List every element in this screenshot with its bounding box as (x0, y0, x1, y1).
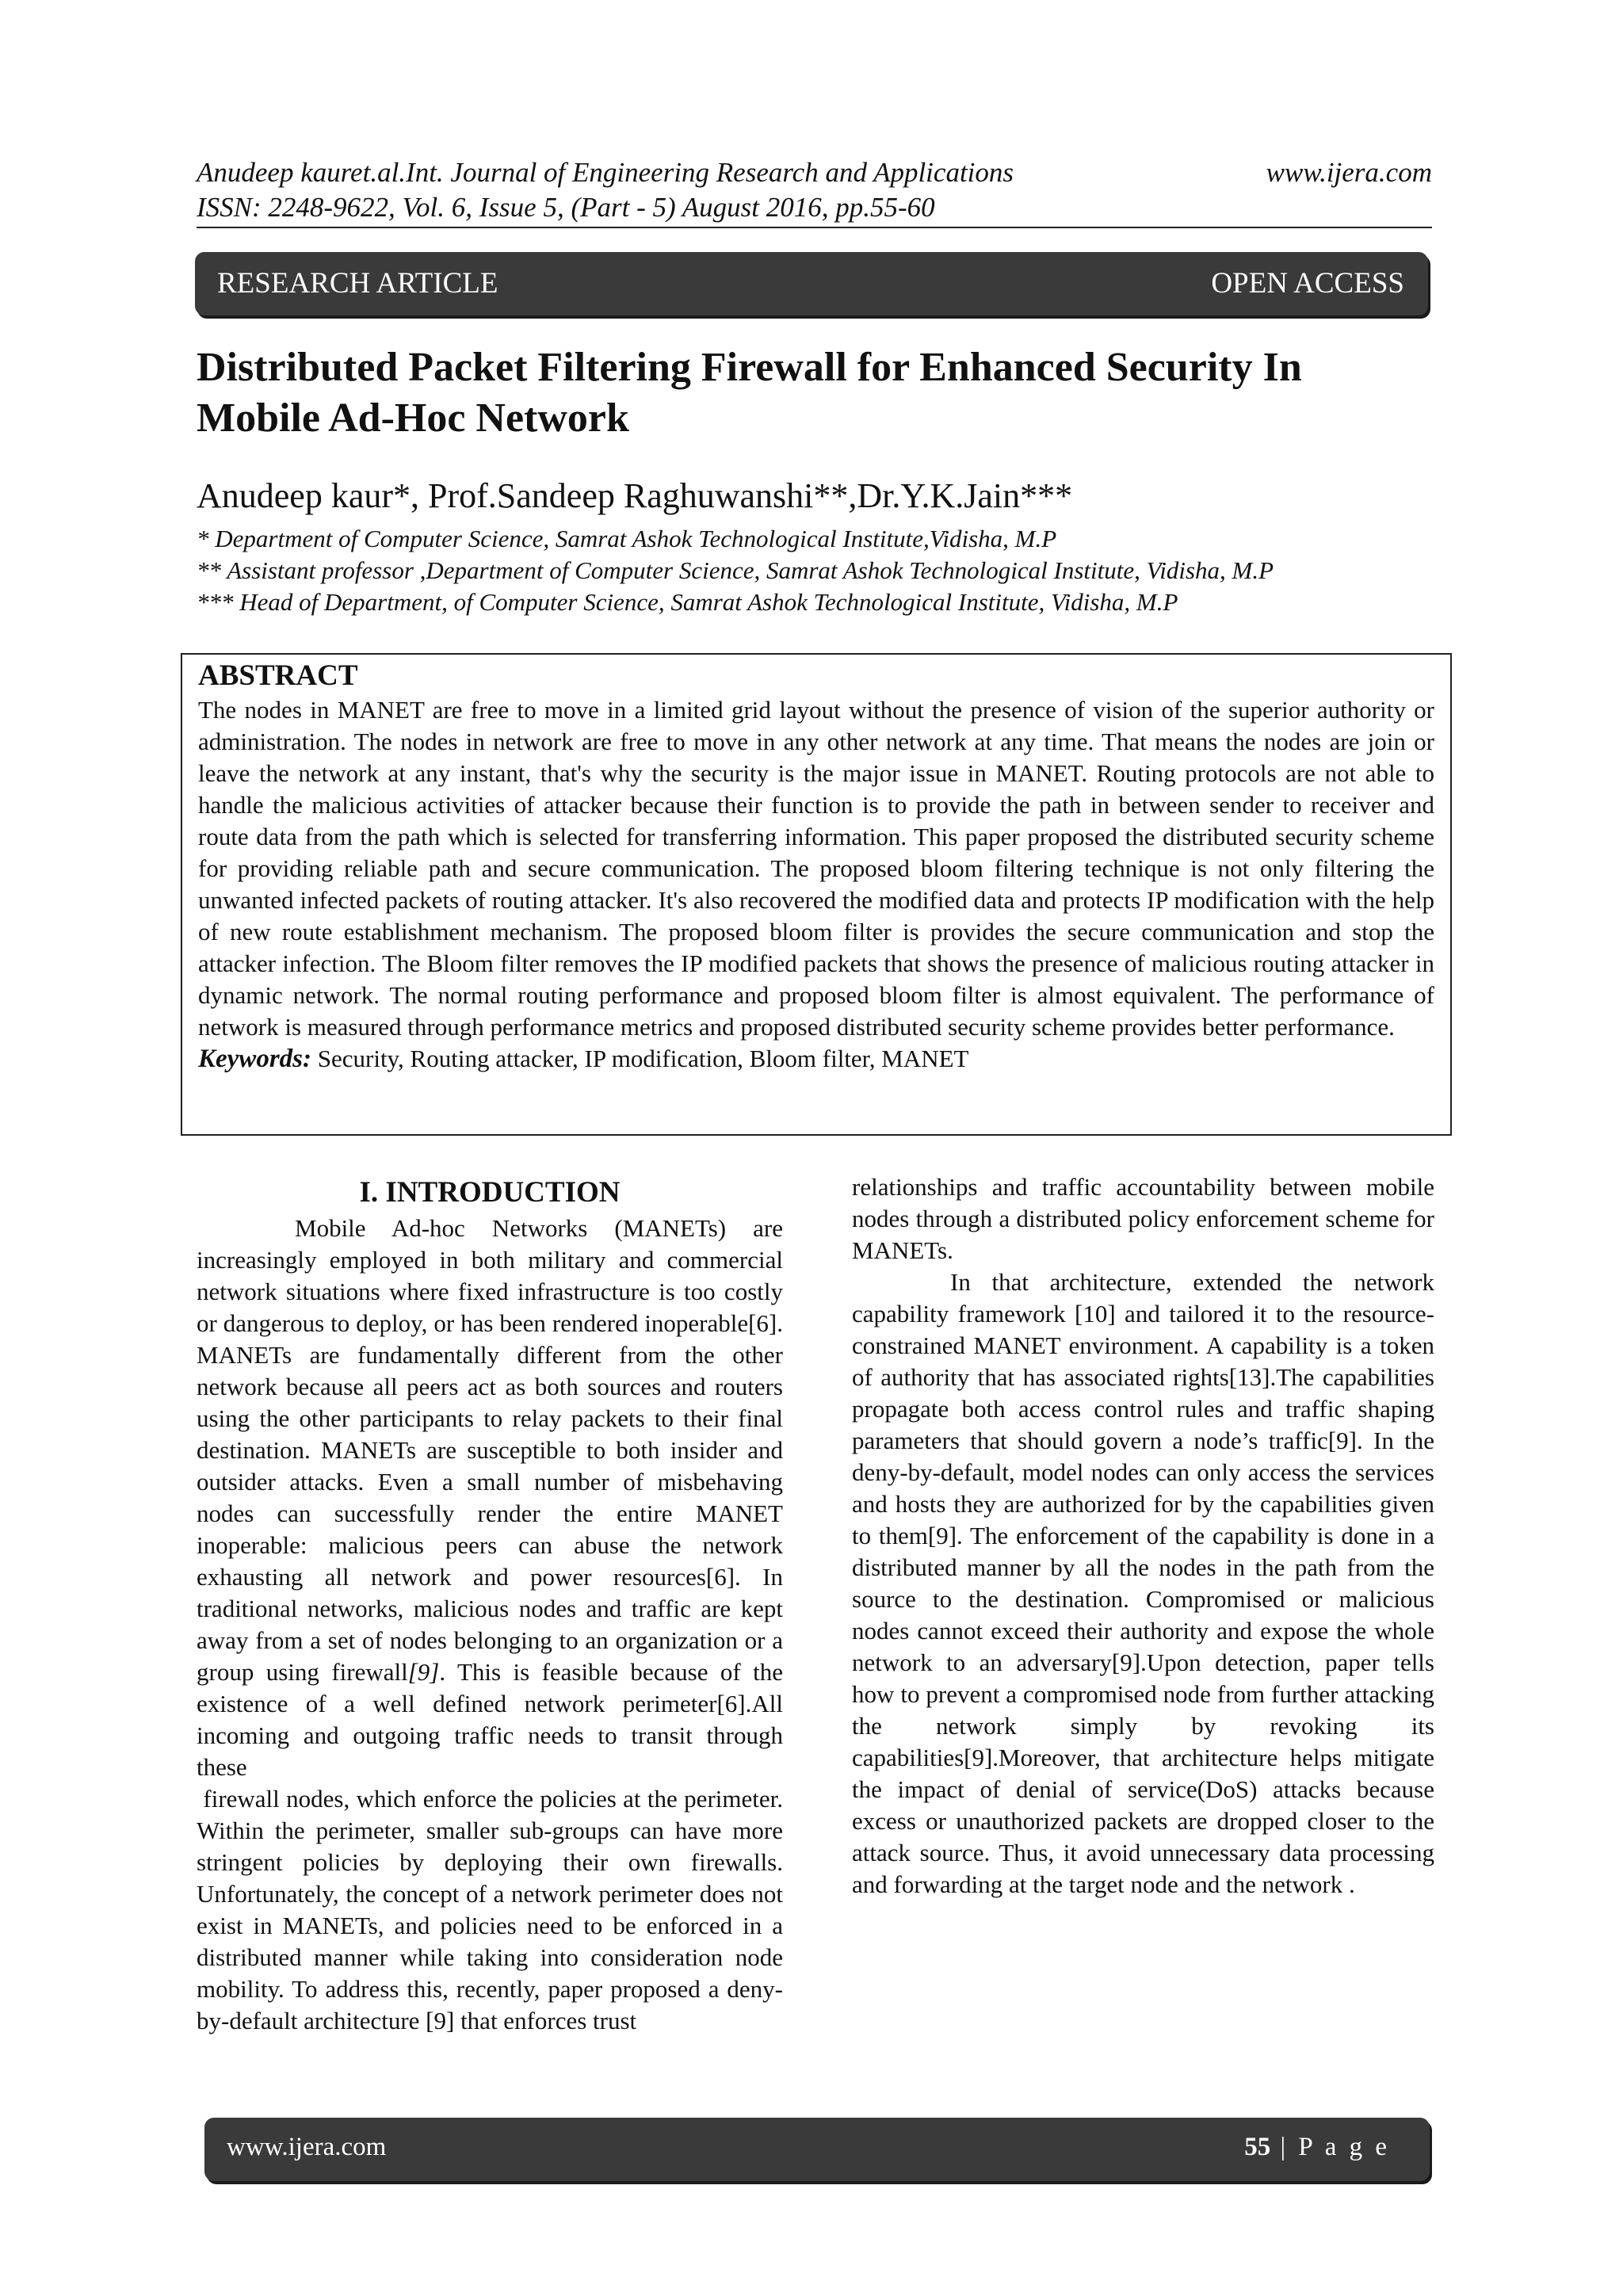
intro-paragraph-1: Mobile Ad-hoc Networks (MANETs) are increasingly employed in both military and commercial network situations where fixed infrastructure is too costly or dangerous to deploy, or has been rendered inoperable[6]. MANETs are fundamentally different from the other network because all peers act as both sources and routers using the other participants to relay packets to their final destination. MANETs are susceptible to both insider and outsider attacks. Even a small number of misbehaving nodes can successfully render the entire MANET inoperable: malicious peers can abuse the network exhausting all network and power resources[6]. In traditional networks, malicious nodes and traffic are kept away from a set of nodes belonging to an organization or a group using firewall[9]. This is feasible because of the existence of a well defined network perimeter[6].All incoming and outgoing traffic needs to transit through these (197, 1214, 783, 1781)
journal-website[interactable]: www.ijera.com (1266, 157, 1432, 188)
keywords-line: Keywords: Security, Routing attacker, IP modification, Bloom filter, MANET (198, 1045, 969, 1073)
affiliation-2: ** Assistant professor ,Department of Computer Science, Samrat Ashok Technological Institute, Vidisha, M.P (197, 556, 1274, 584)
abstract-box (181, 653, 1452, 1136)
author-list: Anudeep kaur*, Prof.Sandeep Raghuwanshi**,Dr.Y.K.Jain*** (197, 476, 1073, 515)
paper-title: Distributed Packet Filtering Firewall for Enhanced Security In Mobile Ad-Hoc Network (197, 345, 1302, 441)
affiliation-3: *** Head of Department, of Computer Science, Samrat Ashok Technological Institute, Vidisha, M.P (197, 588, 1178, 616)
intro-paragraph-3: relationships and traffic accountability between mobile nodes through a distributed policy enforcement scheme for MANETs. (852, 1173, 1434, 1264)
page-number: 55 | P a g e (1244, 2133, 1390, 2161)
header-divider (197, 227, 1432, 228)
keywords-text: Security, Routing attacker, IP modification, Bloom filter, MANET (317, 1045, 969, 1072)
article-banner (195, 252, 1428, 315)
left-column (197, 1175, 789, 2037)
open-access-label: OPEN ACCESS (1211, 267, 1404, 300)
article-type-label: RESEARCH ARTICLE (217, 267, 498, 300)
abstract-heading: ABSTRACT (198, 659, 358, 692)
issn-line: ISSN: 2248-9622, Vol. 6, Issue 5, (Part - 5) August 2016, pp.55-60 (197, 192, 935, 223)
right-column (852, 1171, 1434, 1901)
introduction-heading: I. INTRODUCTION (359, 1176, 621, 1209)
footer-website[interactable]: www.ijera.com (227, 2133, 387, 2161)
affiliation-1: * Department of Computer Science, Samrat Ashok Technological Institute,Vidisha, M.P (197, 525, 1057, 552)
keywords-label: Keywords (198, 1045, 303, 1073)
citation-ref: [9] (407, 1658, 440, 1686)
journal-citation-line: Anudeep kauret.al.Int. Journal of Engineering Research and Applications (197, 157, 1014, 188)
abstract-text: The nodes in MANET are free to move in a limited grid layout without the presence of vision of the superior authority or administration. The nodes in network are free to move in any other network at any time. That means the nodes are join or leave the network at any instant, that's why the security is the major issue in MANET. Routing protocols are not able to handle the malicious activities of attacker because their function is to provide the path in between sender to receiver and route data from the path which is selected for transferring information. This paper proposed the distributed security scheme for providing reliable path and secure communication. The proposed bloom filtering technique is not only filtering the unwanted infected packets of routing attacker. It's also recovered the modified data and protects IP modification with the help of new route establishment mechanism. The proposed bloom filter is provides the secure communication and stop the attacker infection. The Bloom filter removes the IP modified packets that shows the presence of malicious routing attacker in dynamic network. The normal routing performance and proposed bloom filter is almost equivalent. The performance of network is measured through performance metrics and proposed distributed security scheme provides better performance. (198, 696, 1434, 1041)
page-footer (204, 2118, 1430, 2181)
intro-paragraph-2: firewall nodes, which enforce the policies at the perimeter. Within the perimeter, smaller sub-groups can have more stringent policies by deploying their own firewalls. Unfortunately, the concept of a network perimeter does not exist in MANETs, and policies need to be enforced in a distributed manner while taking into consideration node mobility. To address this, recently, paper proposed a deny-by-default architecture [9] that enforces trust (197, 1785, 789, 2034)
intro-paragraph-4: In that architecture, extended the network capability framework [10] and tailored it to the resource-constrained MANET environment. A capability is a token of authority that has associated rights[13].The capabilities propagate both access control rules and traffic shaping parameters that should govern a node’s traffic[9]. In the deny-by-default, model nodes can only access the services and hosts they are authorized for by the capabilities given to them[9]. The enforcement of the capability is done in a distributed manner by all the nodes in the path from the source to the destination. Compromised or malicious nodes cannot exceed their authority and expose the whole network to an adversary[9].Upon detection, paper tells how to prevent a compromised node from further attacking the network simply by revoking its capabilities[9].Moreover, that architecture helps mitigate the impact of denial of service(DoS) attacks because excess or unauthorized packets are dropped closer to the attack source. Thus, it avoid unnecessary data processing and forwarding at the target node and the network . (852, 1268, 1434, 1898)
